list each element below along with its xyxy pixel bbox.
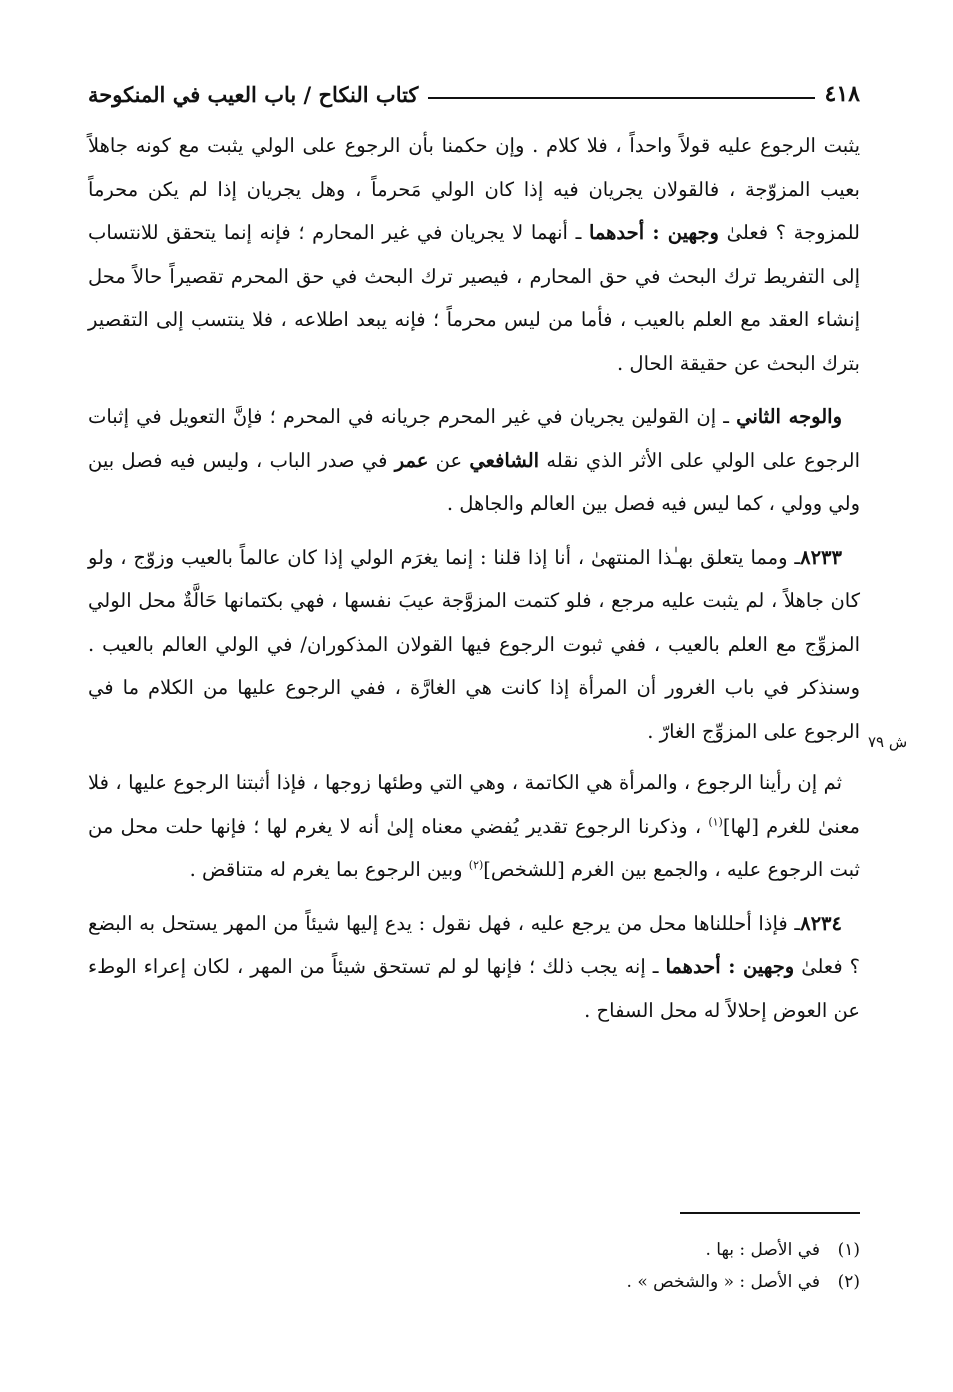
paragraph-4 — [88, 761, 860, 892]
footnote-text: في الأصل : بها . — [705, 1240, 820, 1260]
paragraph-2-text-a: ـ إن القولين يجريان في غير المحرم جريانه في المحرم ؛ فإنَّ التعويل في إثبات الرجوع على الولي على الأثر الذي نقله — [88, 405, 860, 472]
header-rule — [428, 97, 814, 99]
paragraph-5-bold: وجهين : أحدهما — [665, 955, 795, 978]
paragraph-2-lead: والوجه الثاني — [736, 405, 842, 428]
paragraph-1 — [88, 124, 860, 385]
running-header — [88, 74, 860, 114]
footnote — [88, 1266, 860, 1298]
issue-number-8234: ٨٢٣٤ — [800, 911, 842, 935]
footnotes — [88, 1234, 860, 1298]
footnote-ref-1: (١) — [708, 815, 723, 828]
running-title: كتاب النكاح / باب العيب في المنكوحة — [88, 81, 419, 107]
footnote-number: (٢) — [837, 1272, 860, 1292]
paragraph-4-text-b: ، وذكرنا الرجوع تقدير يُفضي معناه إلىٰ أنه لا يغرم لها ؛ فإنها حلت محل من ثبت الرجوع عليه ، والجمع بين الغرم [للشخص] — [88, 814, 860, 881]
margin-note: ش ٧٩ — [868, 733, 908, 751]
footnote-number: (١) — [837, 1240, 860, 1260]
body-text — [88, 124, 860, 1032]
footnote-rule — [680, 1212, 860, 1214]
page-number: ٤١٨ — [824, 81, 860, 107]
paragraph-5-text-b: ـ إنه يجب ذلك ؛ فإنها لو لم تستحق شيئاً من المهر ، لكان إعراء الوطء عن العوض إحلالاً له محل السفاح . — [88, 955, 860, 1022]
paragraph-5-text-a: ـ فإذا أحللناها محل من يرجع عليه ، فهل نقول : يدع إليها شيئاً من المهر يستحل به البضع ؟ فعلىٰ — [88, 911, 860, 978]
paragraph-1-text: يثبت الرجوع عليه قولاً واحداً ، فلا كلام . وإن حكمنا بأن الرجوع على الولي يثبت مع كونه جاهلاً بعيب المزوّجة ، فالقولان يجريان فيه إذا كان الولي مَحرماً ، وهل يجريان إذا لم يكن محرماً للمزوجة ؟ فعلىٰ — [88, 134, 861, 244]
paragraph-2-name-umar: عمر — [394, 448, 429, 472]
paragraph-4-text-a: ثم إن رأينا الرجوع ، والمرأة هي الكاتمة ، وهي التي وطئها زوجها ، فإذا أثبتنا الرجوع عليها ، فلا معنىٰ للغرم [لها] — [88, 771, 860, 838]
paragraph-2-text-b: عن — [428, 448, 470, 472]
paragraph-2 — [88, 395, 860, 526]
paragraph-3 — [88, 536, 860, 754]
paragraph-2-text-c: في صدر الباب ، وليس فيه فصل بين ولي وولي ، كما ليس فيه فصل بين العالم والجاهل . — [88, 448, 860, 515]
paragraph-1-text-b: ـ أنهما لا يجريان في غير المحارم ؛ فإنه إنما يتحقق للانتساب إلى التفريط ترك البحث في حق المحارم ، فيصير ترك البحث في حق المحرم تقصيراً حالاً محل إنشاء العقد مع العلم بالعيب ، فأما من ليس محرماً ؛ فإنه يبعد اطلاعه ، فلا ينتسب إلى التقصير بترك البحث عن حقيقة الحال . — [88, 221, 860, 375]
footnote-ref-2: (٢) — [468, 858, 484, 872]
paragraph-2-name-shafii: الشافعي — [469, 448, 540, 472]
footnote — [88, 1234, 860, 1266]
paragraph-1-bold: وجهين : أحدهما — [588, 221, 719, 244]
paragraph-3-text: ـ ومما يتعلق بهـٰذا المنتهىٰ ، أنا إذا قلنا : إنما يغرَم الولي إذا كان عالماً بالعيب وزوّج ، ولو كان جاهلاً ، لم يثبت عليه مرجع ، فلو كتمت المزوَّجة عيبَ نفسها ، فهي بكتمانها حَالَّةٌ محل الولي المزوِّج مع العلم بالعيب ، ففي ثبوت الرجوع فيها القولان المذكوران/ في الولي العالم بالعيب . وسنذكر في باب الغرور أن المرأة إذا كانت هي الغارَّة ، ففي الرجوع عليها من الكلام ما في الرجوع على المزوِّج الغارّ . — [88, 545, 860, 743]
paragraph-4-text-c: وبين الرجوع بما يغرم له متناقض . — [189, 858, 469, 881]
issue-number-8233: ٨٢٣٣ — [800, 545, 842, 569]
paragraph-5 — [88, 902, 860, 1033]
footnote-text: في الأصل : « والشخص » . — [626, 1272, 820, 1292]
